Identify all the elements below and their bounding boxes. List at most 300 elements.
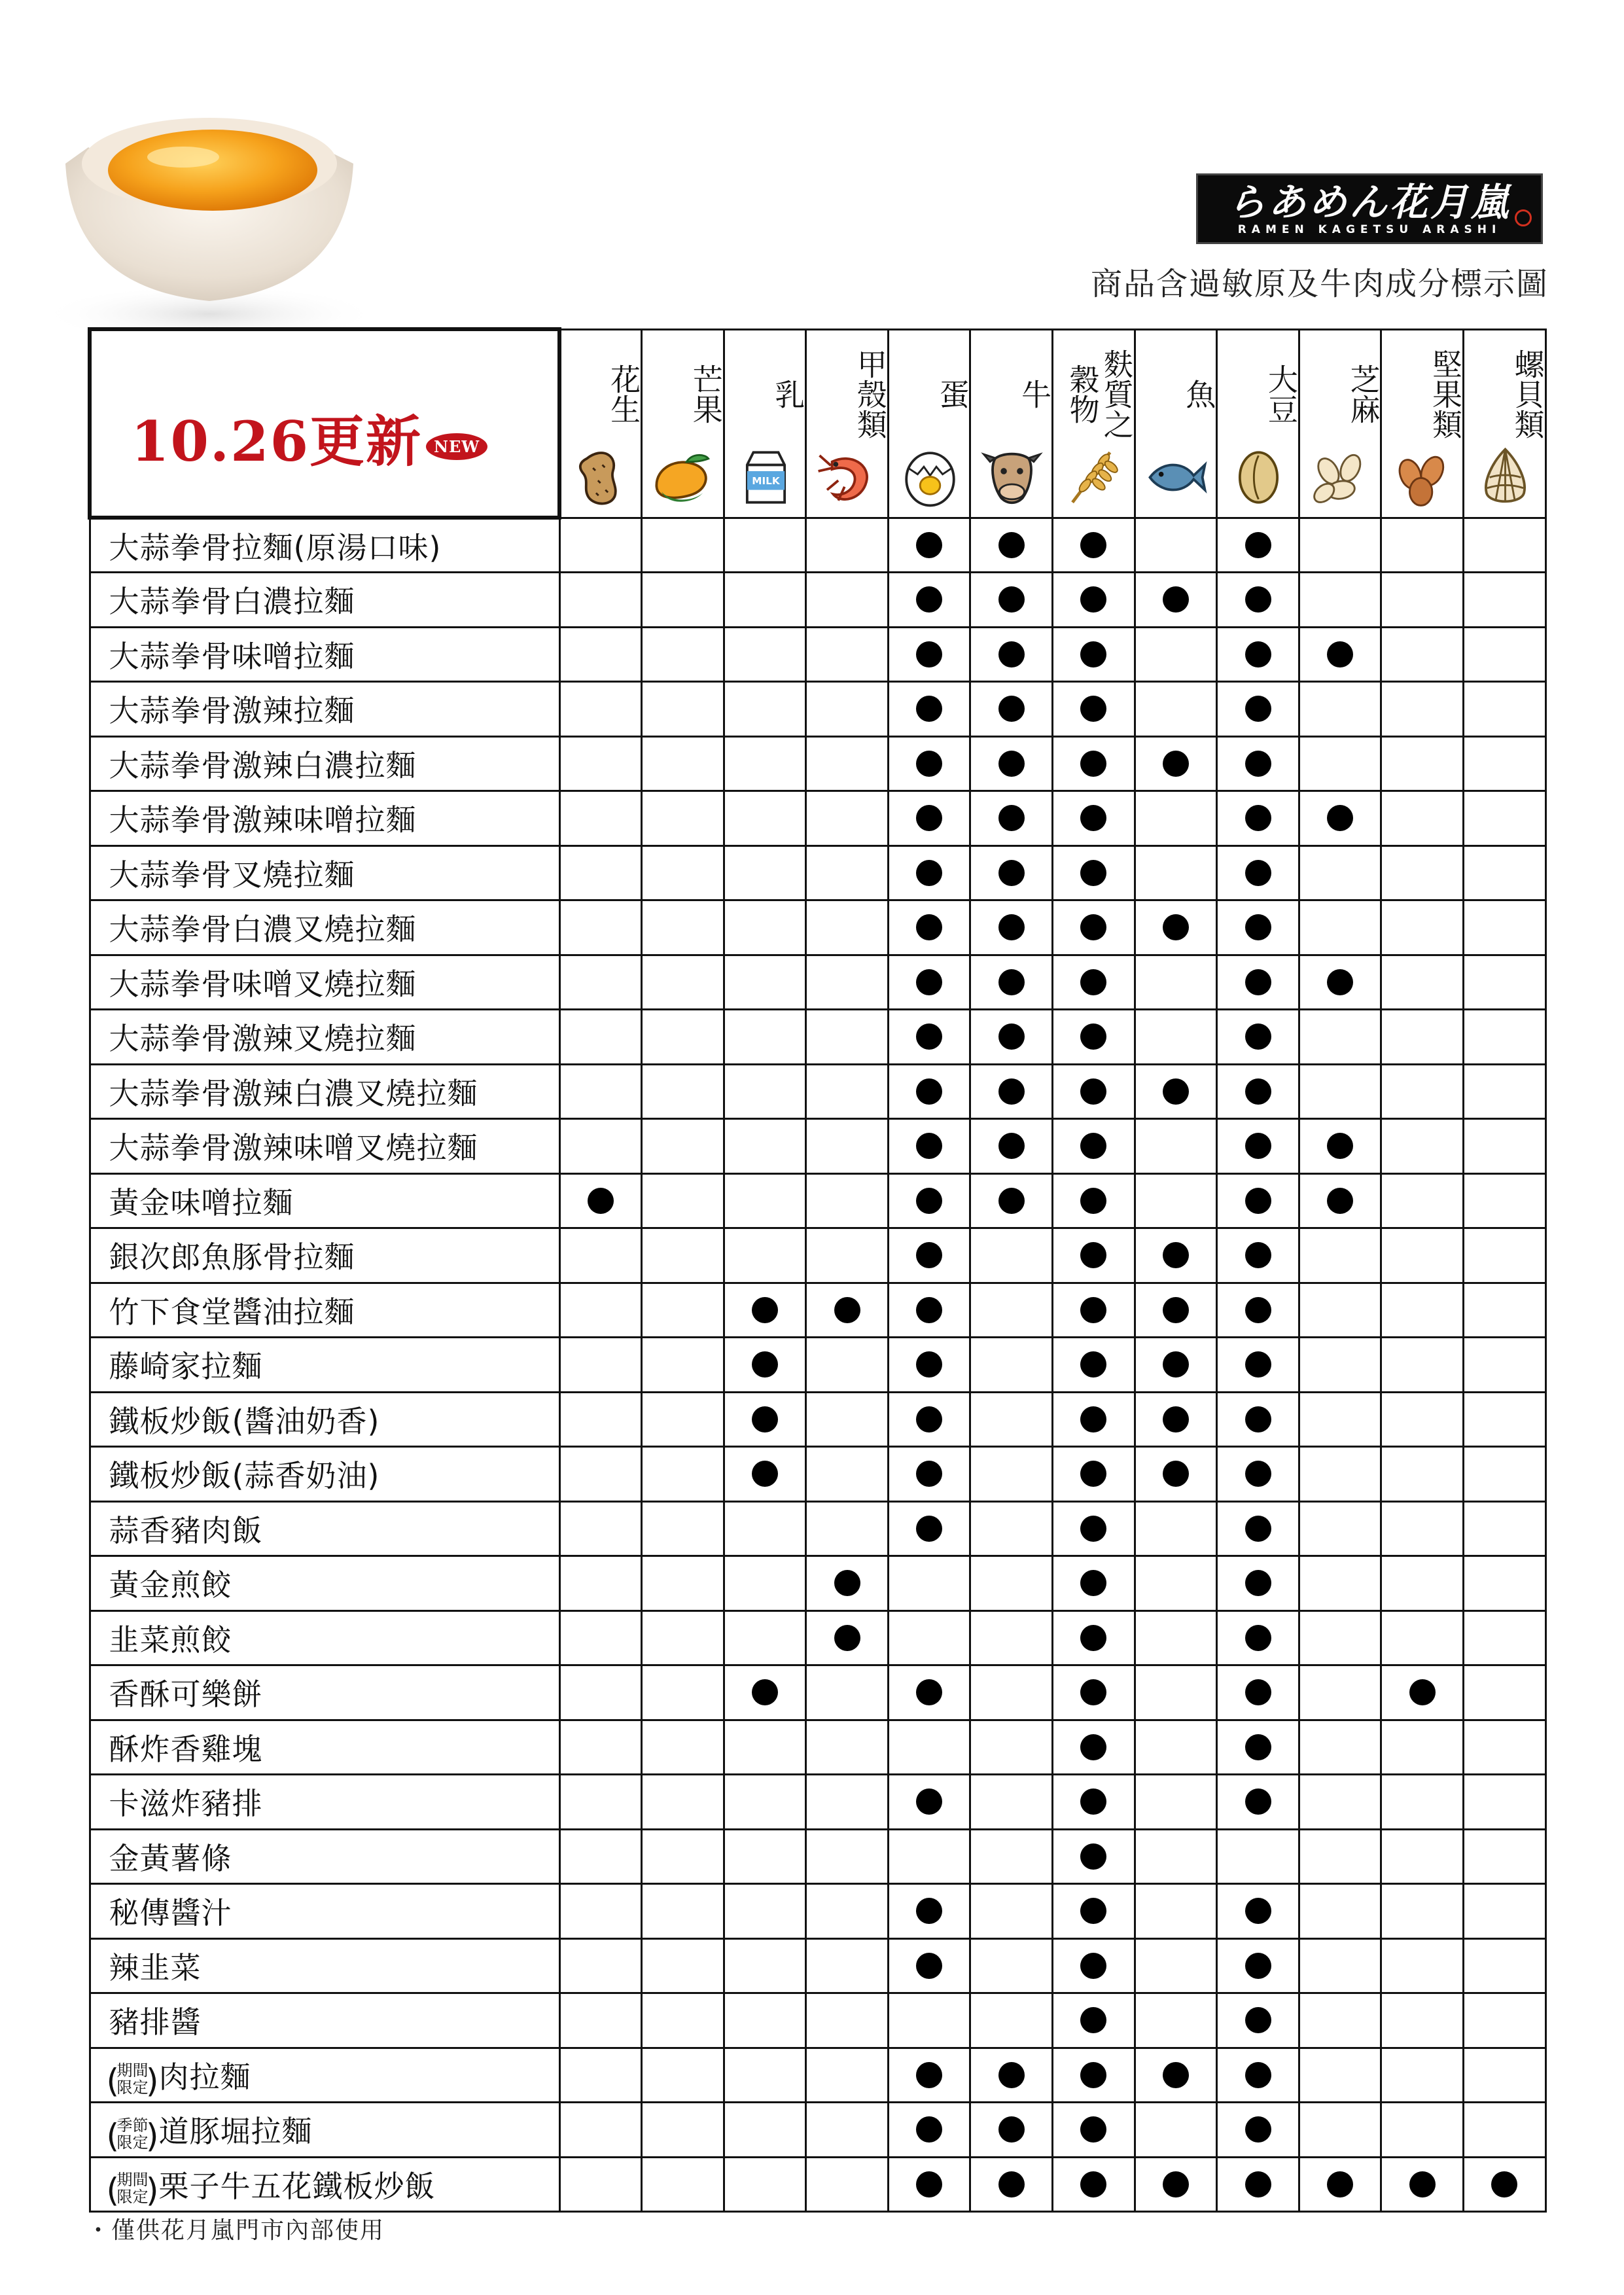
allergen-cell [724, 2157, 806, 2212]
contains-mark [1163, 1406, 1189, 1432]
contains-mark [1080, 1898, 1106, 1924]
allergen-cell [1381, 1228, 1464, 1283]
allergen-cell [724, 1665, 806, 1720]
allergen-cell [1053, 900, 1135, 955]
table-row [90, 955, 1545, 1010]
allergen-cell [888, 1829, 970, 1884]
menu-item-name: 大蒜拳骨白濃叉燒拉麵 [109, 912, 417, 948]
allergen-cell [970, 2048, 1053, 2103]
allergen-cell [1299, 845, 1381, 900]
allergen-label: 芒果 [688, 363, 724, 424]
allergen-cell [1217, 1775, 1299, 1830]
allergen-cell [1299, 2157, 1381, 2212]
contains-mark [1080, 1734, 1106, 1760]
allergen-cell [970, 1775, 1053, 1830]
contains-mark [1080, 532, 1106, 558]
allergen-cell [888, 1556, 970, 1611]
allergen-cell [1053, 1392, 1135, 1447]
allergen-cell [888, 791, 970, 846]
allergen-cell [1381, 900, 1464, 955]
contains-mark [752, 1679, 778, 1705]
allergen-cell [1053, 1283, 1135, 1338]
allergen-cell [1299, 900, 1381, 955]
allergen-cell [1053, 791, 1135, 846]
menu-item-name-cell [90, 1829, 559, 1884]
allergen-cell [806, 573, 889, 628]
limited-tag-top: ( 季節 [116, 2116, 149, 2135]
allergen-cell [970, 1610, 1053, 1665]
allergen-cell [970, 791, 1053, 846]
allergen-cell [1464, 2157, 1546, 2212]
contains-mark [916, 914, 942, 940]
allergen-label: 乳 [770, 378, 806, 409]
allergen-cell [1464, 845, 1546, 900]
contains-mark [1080, 1133, 1106, 1159]
allergen-cell [1217, 1938, 1299, 1993]
contains-mark [752, 1406, 778, 1432]
allergen-cell [1299, 955, 1381, 1010]
allergen-cell [1464, 1665, 1546, 1720]
menu-item-name: 韭菜煎餃 [109, 1622, 232, 1658]
menu-item-name: 大蒜拳骨味噌拉麵 [109, 638, 355, 674]
table-row [90, 1720, 1545, 1775]
allergen-cell [642, 1884, 724, 1939]
allergen-cell [1464, 1610, 1546, 1665]
menu-item-name-cell [90, 1010, 559, 1065]
allergen-cell [888, 573, 970, 628]
allergen-cell [559, 1064, 642, 1119]
contains-mark [1245, 1133, 1271, 1159]
allergen-cell [1464, 1173, 1546, 1228]
allergen-cell [1135, 2157, 1217, 2212]
contains-mark [1080, 1297, 1106, 1323]
contains-mark [1080, 1516, 1106, 1542]
contains-mark [1163, 586, 1189, 613]
allergen-cell [1381, 1173, 1464, 1228]
allergen-cell [1464, 955, 1546, 1010]
allergen-label: 甲殼類 [852, 348, 888, 439]
allergen-cell [724, 1010, 806, 1065]
allergen-cell [970, 518, 1053, 573]
menu-item-name-cell [90, 1993, 559, 2048]
allergen-cell [1381, 955, 1464, 1010]
allergen-cell [888, 845, 970, 900]
allergen-cell [1135, 1228, 1217, 1283]
allergen-cell [724, 1720, 806, 1775]
allergen-cell [1053, 1665, 1135, 1720]
allergen-cell [1464, 573, 1546, 628]
contains-mark [1080, 1679, 1106, 1705]
contains-mark [916, 1023, 942, 1050]
allergen-cell [559, 1610, 642, 1665]
allergen-cell [1053, 1064, 1135, 1119]
allergen-cell [888, 682, 970, 737]
menu-item-name: 大蒜拳骨激辣味噌叉燒拉麵 [109, 1130, 478, 1166]
allergen-cell [642, 1338, 724, 1393]
contains-mark [1080, 751, 1106, 777]
allergen-cell [559, 1119, 642, 1174]
allergen-cell [1053, 1338, 1135, 1393]
allergen-cell [1217, 2157, 1299, 2212]
allergen-cell [888, 955, 970, 1010]
allergen-cell [724, 573, 806, 628]
allergen-cell [806, 1447, 889, 1502]
contains-mark [1245, 2171, 1271, 2197]
allergen-cell [806, 900, 889, 955]
menu-item-name: 辣韭菜 [109, 1949, 202, 1985]
table-row [90, 1938, 1545, 1993]
allergen-cell [806, 1665, 889, 1720]
allergen-column-3 [806, 329, 889, 518]
contains-mark [1245, 532, 1271, 558]
allergen-cell [1135, 573, 1217, 628]
allergen-cell [1135, 1884, 1217, 1939]
allergen-cell [642, 1775, 724, 1830]
allergen-cell [888, 1338, 970, 1393]
allergen-cell [559, 1283, 642, 1338]
contains-mark [1245, 1516, 1271, 1542]
menu-item-name-cell [90, 573, 559, 628]
allergen-column-5 [970, 329, 1053, 518]
table-row [90, 1610, 1545, 1665]
menu-item-name-cell [90, 1938, 559, 1993]
allergen-cell [888, 1720, 970, 1775]
wheat-icon [1060, 443, 1129, 512]
allergen-cell [806, 791, 889, 846]
allergen-cell [970, 573, 1053, 628]
allergen-cell [1217, 1338, 1299, 1393]
contains-mark [1080, 1188, 1106, 1214]
allergen-cell [1381, 682, 1464, 737]
allergen-cell [559, 1501, 642, 1556]
allergen-cell [888, 518, 970, 573]
shell-icon [1471, 443, 1540, 512]
soybean-icon [1224, 443, 1293, 512]
allergen-cell [1464, 1283, 1546, 1338]
contains-mark [1245, 1242, 1271, 1268]
allergen-cell [806, 1720, 889, 1775]
contains-mark [1245, 914, 1271, 940]
contains-mark [1327, 2171, 1353, 2197]
allergen-cell [1381, 627, 1464, 682]
table-row [90, 1173, 1545, 1228]
contains-mark [1245, 1625, 1271, 1651]
allergen-column-9 [1299, 329, 1381, 518]
allergen-cell [642, 1501, 724, 1556]
menu-item-name-cell [90, 1392, 559, 1447]
table-row [90, 1665, 1545, 1720]
allergen-cell [970, 1501, 1053, 1556]
contains-mark [916, 751, 942, 777]
allergen-cell [724, 518, 806, 573]
table-row [90, 1228, 1545, 1283]
allergen-cell [724, 2048, 806, 2103]
contains-mark [1245, 2007, 1271, 2033]
menu-item-name: 大蒜拳骨味噌叉燒拉麵 [109, 966, 417, 1002]
contains-mark [1080, 1570, 1106, 1596]
allergen-cell [970, 1829, 1053, 1884]
contains-mark [916, 969, 942, 995]
allergen-cell [1053, 1938, 1135, 1993]
contains-mark [916, 1461, 942, 1487]
contains-mark [834, 1570, 860, 1596]
contains-mark [916, 696, 942, 722]
allergen-cell [1299, 1938, 1381, 1993]
menu-item-name-cell [90, 1775, 559, 1830]
allergen-cell [1381, 1392, 1464, 1447]
allergen-cell [970, 1720, 1053, 1775]
contains-mark [1245, 1078, 1271, 1105]
contains-mark [998, 641, 1025, 667]
allergen-cell [1381, 791, 1464, 846]
allergen-cell [1217, 1010, 1299, 1065]
allergen-cell [1217, 1447, 1299, 1502]
contains-mark [1245, 1406, 1271, 1432]
allergen-cell [559, 1228, 642, 1283]
allergen-cell [888, 1119, 970, 1174]
allergen-cell [806, 1501, 889, 1556]
allergen-cell [1135, 1501, 1217, 1556]
allergen-cell [559, 1173, 642, 1228]
menu-item-name-cell [90, 900, 559, 955]
allergen-cell [642, 1283, 724, 1338]
allergen-cell [1381, 1338, 1464, 1393]
allergen-cell [888, 1993, 970, 2048]
menu-item-name-cell [90, 1447, 559, 1502]
allergen-cell [1053, 1447, 1135, 1502]
allergen-cell [1135, 1173, 1217, 1228]
allergen-cell [806, 1993, 889, 2048]
allergen-cell [1381, 1938, 1464, 1993]
menu-item-name: 竹下食堂醬油拉麵 [109, 1294, 355, 1330]
allergen-cell [1135, 1119, 1217, 1174]
allergen-cell [888, 1228, 970, 1283]
allergen-cell [559, 900, 642, 955]
allergen-cell [1135, 1556, 1217, 1611]
allergen-cell [724, 1775, 806, 1830]
allergen-cell [724, 1173, 806, 1228]
allergen-cell [1135, 1829, 1217, 1884]
allergen-cell [888, 1392, 970, 1447]
allergen-cell [970, 1338, 1053, 1393]
allergen-cell [1135, 791, 1217, 846]
allergen-cell [1381, 1720, 1464, 1775]
allergen-table [88, 327, 1547, 2213]
allergen-cell [642, 1610, 724, 1665]
allergen-cell [724, 955, 806, 1010]
contains-mark [916, 1133, 942, 1159]
allergen-cell [642, 736, 724, 791]
table-row [90, 573, 1545, 628]
table-row [90, 1064, 1545, 1119]
allergen-cell [888, 2048, 970, 2103]
allergen-cell [1464, 2103, 1546, 2158]
contains-mark [998, 751, 1025, 777]
contains-mark [1080, 805, 1106, 831]
contains-mark [1327, 1133, 1353, 1159]
allergen-cell [1135, 1720, 1217, 1775]
allergen-cell [888, 2103, 970, 2158]
menu-item-name-cell [90, 1173, 559, 1228]
menu-item-name-cell [90, 518, 559, 573]
allergen-cell [1053, 518, 1135, 573]
sesame-icon [1307, 443, 1375, 512]
allergen-cell [724, 1119, 806, 1174]
allergen-cell [559, 1556, 642, 1611]
contains-mark [1163, 1242, 1189, 1268]
table-row [90, 627, 1545, 682]
allergen-cell [1381, 1064, 1464, 1119]
menu-item-name-cell [90, 2103, 559, 2158]
limited-tag-top: ( 期間 [116, 2061, 149, 2080]
allergen-cell [724, 900, 806, 955]
allergen-cell [1381, 2103, 1464, 2158]
allergen-cell [970, 845, 1053, 900]
allergen-cell [1464, 1938, 1546, 1993]
menu-item-name: 香酥可樂餅 [109, 1677, 263, 1713]
contains-mark [1080, 1078, 1106, 1105]
contains-mark [588, 1188, 614, 1214]
milk-icon [732, 443, 800, 512]
allergen-cell [806, 627, 889, 682]
menu-item-name-cell [90, 1556, 559, 1611]
contains-mark [1163, 1461, 1189, 1487]
menu-item-rows [90, 518, 1545, 2212]
contains-mark [1080, 696, 1106, 722]
contains-mark [998, 586, 1025, 613]
allergen-cell [1053, 1993, 1135, 2048]
table-row [90, 1447, 1545, 1502]
allergen-cell [642, 1665, 724, 1720]
allergen-cell [642, 1392, 724, 1447]
contains-mark [916, 1078, 942, 1105]
allergen-cell [1135, 1665, 1217, 1720]
allergen-cell [1135, 1064, 1217, 1119]
allergen-cell [1053, 1173, 1135, 1228]
allergen-cell [642, 1447, 724, 1502]
contains-mark [1080, 1953, 1106, 1979]
limited-tag-bottom: 限定 [116, 2188, 149, 2207]
menu-item-name: 金黃薯條 [109, 1840, 232, 1876]
fish-icon [1142, 443, 1211, 512]
table-row [90, 1884, 1545, 1939]
menu-item-name-cell [90, 1119, 559, 1174]
contains-mark [1245, 860, 1271, 886]
allergen-cell [888, 1884, 970, 1939]
allergen-cell [559, 682, 642, 737]
allergen-cell [1464, 1993, 1546, 2048]
allergen-cell [970, 1447, 1053, 1502]
egg-icon [896, 443, 964, 512]
allergen-cell [559, 845, 642, 900]
brand-logo-text: らあめん花月嵐 [1227, 180, 1511, 224]
allergen-cell [1217, 2103, 1299, 2158]
cracked-egg-illustration [26, 39, 393, 347]
contains-mark [1245, 2062, 1271, 2088]
allergen-cell [1135, 627, 1217, 682]
allergen-label: 花生 [606, 363, 642, 424]
contains-mark [1245, 1788, 1271, 1815]
allergen-cell [559, 1392, 642, 1447]
allergen-cell [1053, 1556, 1135, 1611]
contains-mark [752, 1351, 778, 1378]
contains-mark [998, 1188, 1025, 1214]
table-row [90, 1556, 1545, 1611]
allergen-cell [1217, 1720, 1299, 1775]
allergen-cell [1464, 1119, 1546, 1174]
menu-item-name: 鐵板炒飯(蒜香奶油) [109, 1458, 380, 1494]
allergen-cell [1299, 1993, 1381, 2048]
contains-mark [1245, 641, 1271, 667]
menu-item-name: 大蒜拳骨拉麵(原湯口味) [109, 529, 442, 565]
allergen-cell [724, 845, 806, 900]
allergen-cell [1217, 1993, 1299, 2048]
contains-mark [998, 1023, 1025, 1050]
allergen-column-10 [1381, 329, 1464, 518]
allergen-column-1 [642, 329, 724, 518]
allergen-cell [970, 1283, 1053, 1338]
contains-mark [1245, 1351, 1271, 1378]
menu-item-name-cell [90, 2157, 559, 2212]
allergen-cell [1464, 1556, 1546, 1611]
contains-mark [834, 1297, 860, 1323]
table-row [90, 2103, 1545, 2158]
allergen-cell [970, 682, 1053, 737]
allergen-cell [559, 1447, 642, 1502]
allergen-cell [1053, 1829, 1135, 1884]
allergen-cell [1381, 1829, 1464, 1884]
allergen-label: 魚 [1181, 378, 1217, 409]
allergen-cell [970, 955, 1053, 1010]
allergen-cell [642, 845, 724, 900]
menu-item-name: 大蒜拳骨激辣叉燒拉麵 [109, 1021, 417, 1057]
allergen-cell [1217, 791, 1299, 846]
allergen-label: 大豆 [1263, 363, 1299, 424]
allergen-cell [642, 1993, 724, 2048]
allergen-cell [559, 518, 642, 573]
menu-item-name-cell [90, 736, 559, 791]
allergen-cell [724, 1556, 806, 1611]
allergen-cell [806, 955, 889, 1010]
menu-item-name-cell [90, 1283, 559, 1338]
menu-item-name: 黃金煎餃 [109, 1567, 232, 1603]
allergen-cell [888, 1501, 970, 1556]
allergen-cell [1217, 1228, 1299, 1283]
allergen-column-2 [724, 329, 806, 518]
contains-mark [1245, 1023, 1271, 1050]
contains-mark [1080, 586, 1106, 613]
allergen-cell [806, 1829, 889, 1884]
allergen-cell [1053, 1720, 1135, 1775]
allergen-cell [1299, 1720, 1381, 1775]
limited-tag [109, 2117, 156, 2151]
contains-mark [1163, 1297, 1189, 1323]
allergen-cell [724, 791, 806, 846]
allergen-label: 牛 [1017, 378, 1053, 409]
allergen-cell [724, 1610, 806, 1665]
allergen-cell [970, 1993, 1053, 2048]
contains-mark [1491, 2171, 1517, 2197]
contains-mark [998, 532, 1025, 558]
allergen-cell [806, 1610, 889, 1665]
allergen-cell [559, 2048, 642, 2103]
allergen-cell [642, 1010, 724, 1065]
allergen-cell [559, 627, 642, 682]
allergen-cell [559, 1938, 642, 1993]
contains-mark [916, 1351, 942, 1378]
allergen-cell [1135, 1610, 1217, 1665]
contains-mark [916, 1953, 942, 1979]
